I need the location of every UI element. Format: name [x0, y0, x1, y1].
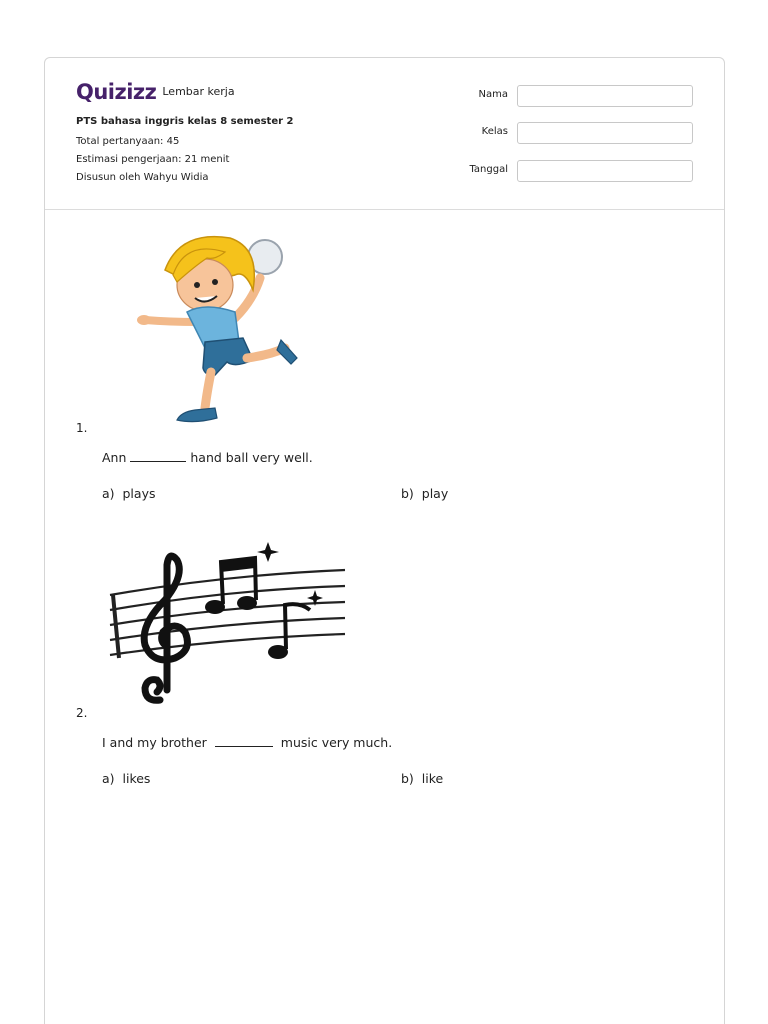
class-label: Kelas [481, 126, 508, 137]
worksheet-subtitle: Lembar kerja [162, 84, 235, 98]
option-text: plays [122, 486, 156, 501]
option-letter: b) [401, 771, 414, 786]
answer-blank [215, 735, 273, 747]
option-text: like [421, 771, 444, 786]
option-a[interactable] [102, 486, 155, 501]
name-label: Nama [478, 89, 508, 100]
brand [76, 80, 235, 104]
quiz-title: PTS bahasa inggris kelas 8 semester 2 [76, 116, 294, 127]
question-text-before: I and my brother [102, 735, 207, 750]
option-b[interactable] [401, 771, 443, 786]
quizizz-logo: Quizizz [76, 80, 157, 104]
date-field[interactable] [517, 160, 693, 182]
estimated-time: Estimasi pengerjaan: 21 menit [76, 154, 230, 165]
question-text-after: music very much. [280, 735, 393, 750]
total-questions: Total pertanyaan: 45 [76, 136, 180, 147]
worksheet-header [45, 58, 724, 210]
option-b[interactable] [401, 486, 448, 501]
question-number: 2. [76, 706, 88, 720]
question-text-before: Ann [102, 450, 127, 465]
option-letter: a) [102, 771, 115, 786]
option-letter: a) [102, 486, 115, 501]
question-text-after: hand ball very well. [190, 450, 313, 465]
option-a[interactable] [102, 771, 150, 786]
question-number: 1. [76, 421, 88, 435]
girl-handball-illustration [135, 230, 305, 430]
music-notes-illustration [105, 540, 355, 710]
option-text: play [421, 486, 449, 501]
class-field[interactable] [517, 122, 693, 144]
option-letter: b) [401, 486, 414, 501]
answer-blank [130, 450, 186, 462]
option-text: likes [122, 771, 151, 786]
question-text [102, 735, 392, 750]
author: Disusun oleh Wahyu Widia [76, 172, 209, 183]
name-field[interactable] [517, 85, 693, 107]
question-text [102, 450, 313, 465]
date-label: Tanggal [469, 164, 508, 175]
